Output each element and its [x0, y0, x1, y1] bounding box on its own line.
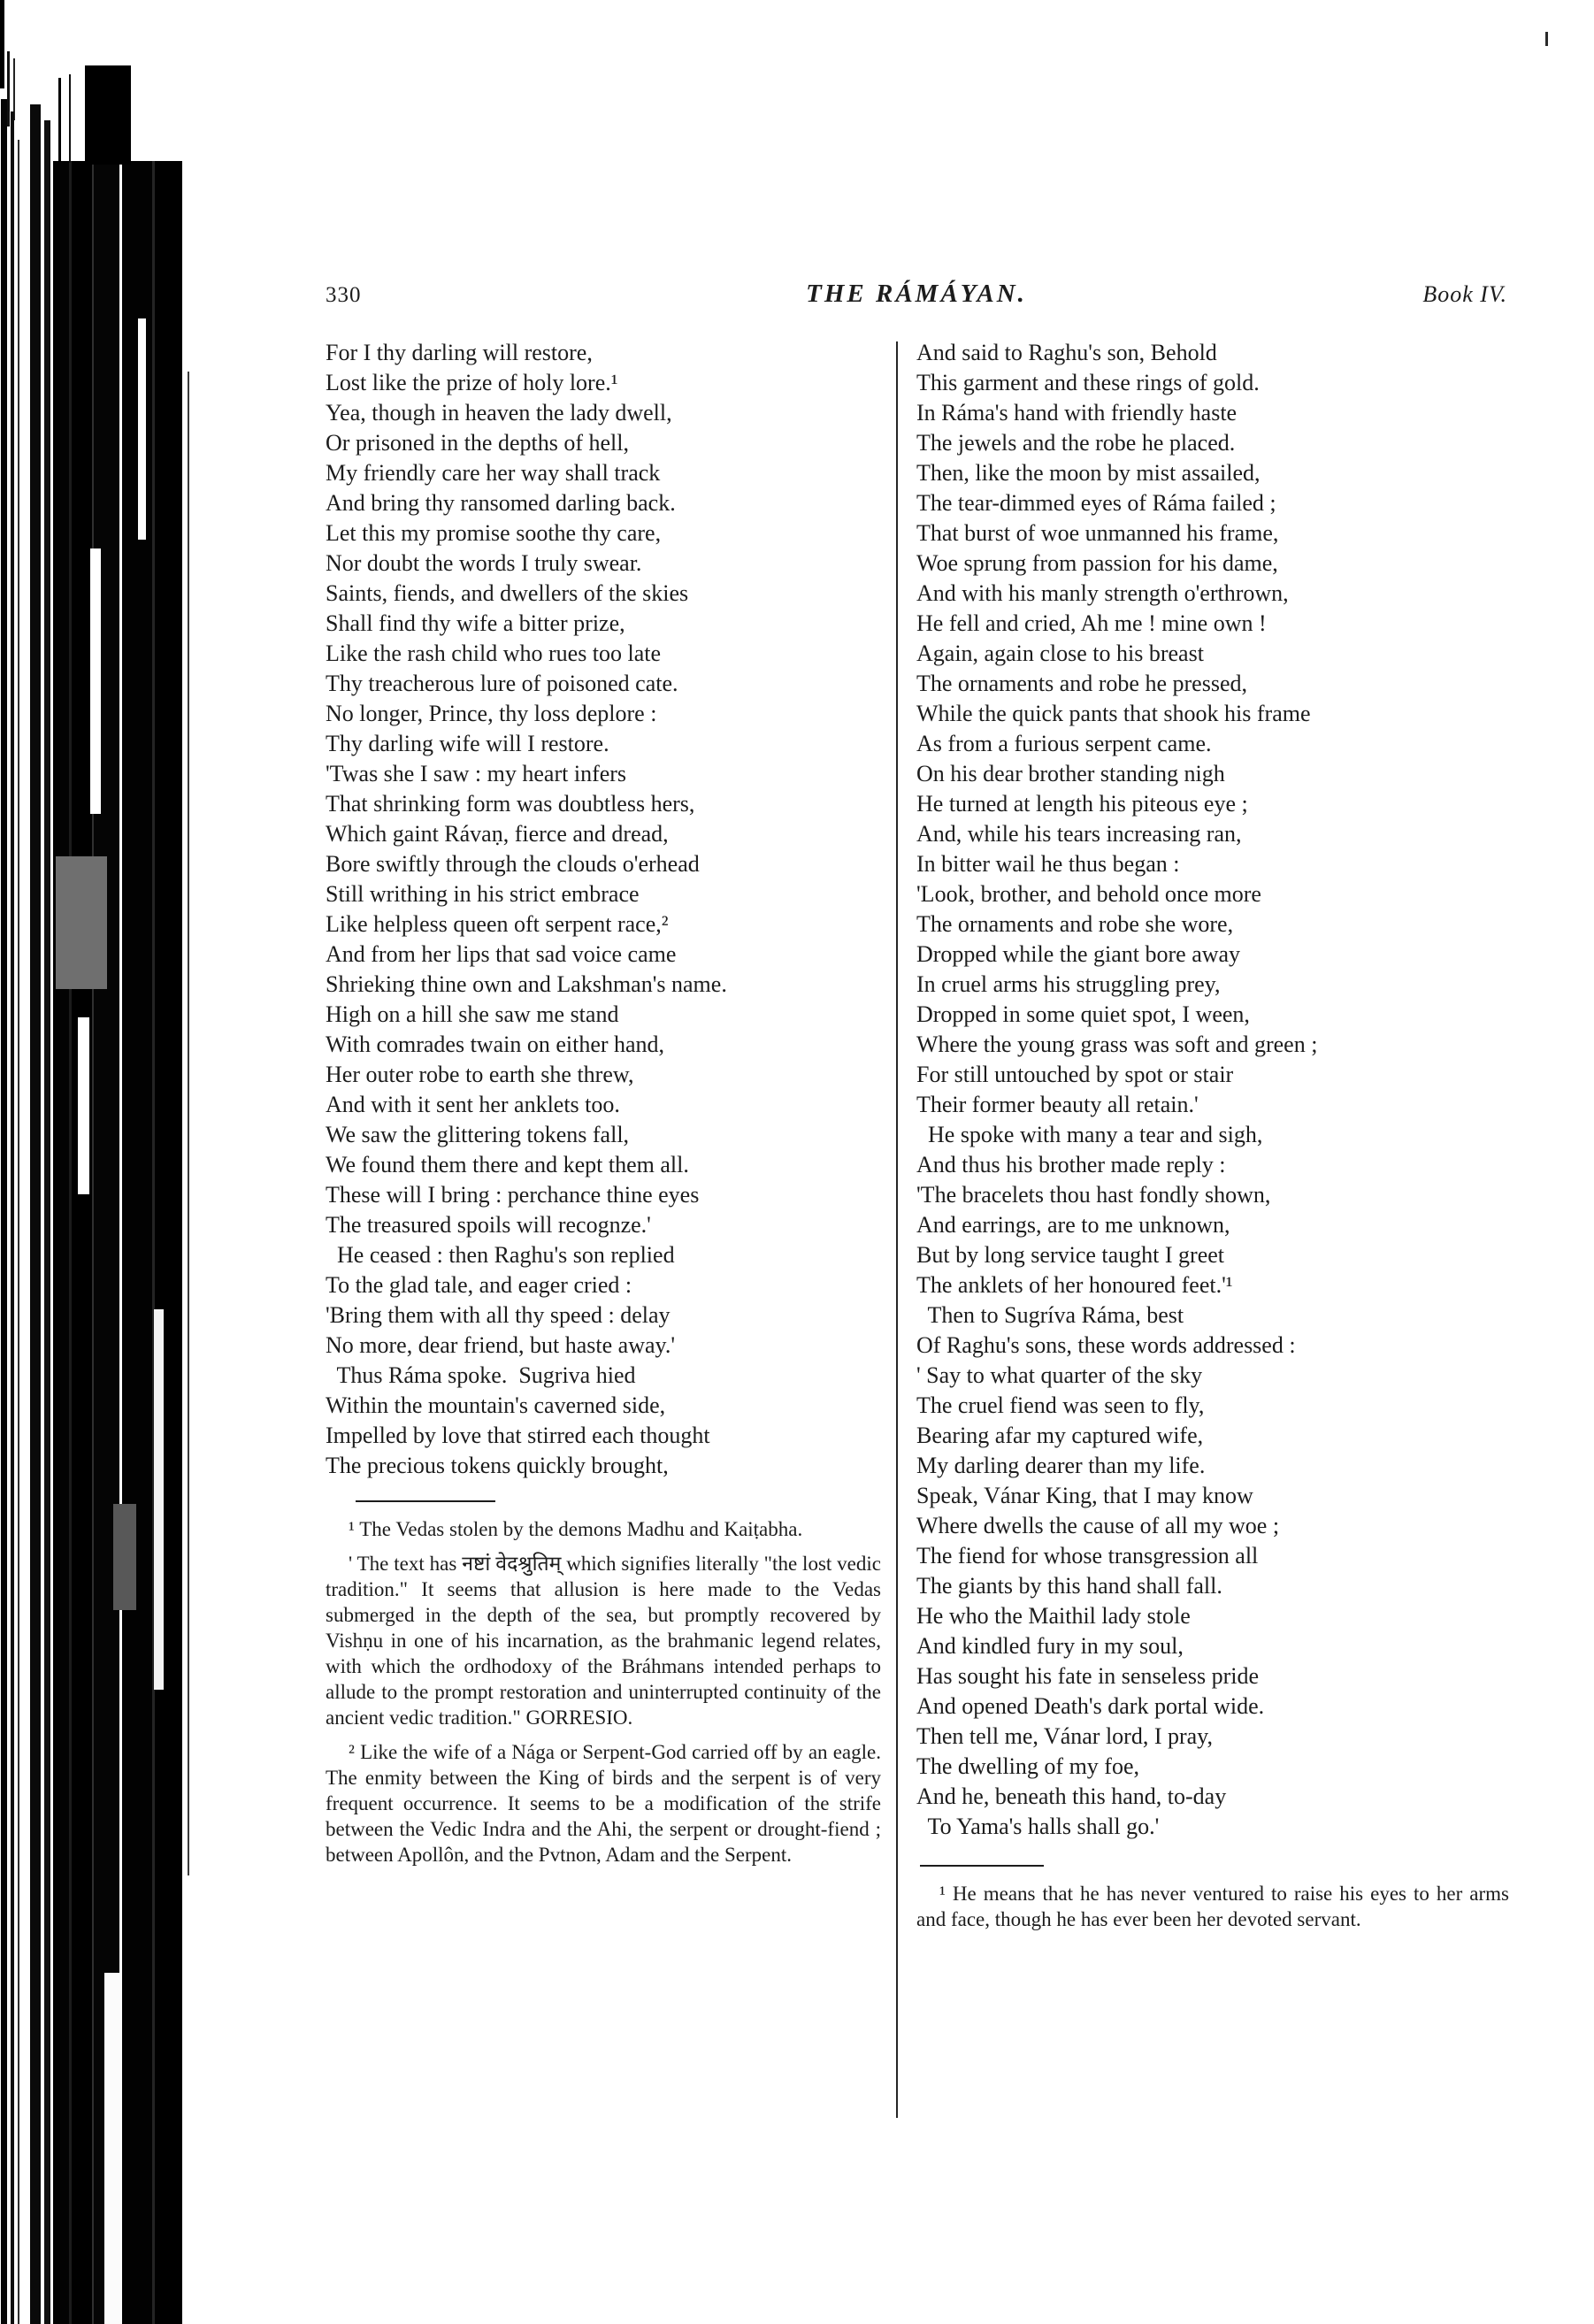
verse-line: Her outer robe to earth she threw,	[326, 1062, 634, 1087]
verse-line: Their former beauty all retain.'	[916, 1092, 1199, 1117]
verse-line: But by long service taught I greet	[916, 1242, 1225, 1268]
verse-line: Still writhing in his strict embrace	[326, 881, 640, 907]
verse-line: We found them there and kept them all.	[326, 1152, 689, 1177]
scan-streak	[7, 51, 10, 127]
verse-line: In cruel arms his struggling prey,	[916, 971, 1221, 997]
scan-corner-mark	[1545, 32, 1548, 46]
verse-line: And earrings, are to me unknown,	[916, 1212, 1230, 1238]
verse-line: The ornaments and robe she wore,	[916, 911, 1234, 937]
verse-line: Shall find thy wife a bitter prize,	[326, 610, 625, 636]
right-column	[916, 338, 1509, 1941]
scan-smudge	[56, 856, 107, 989]
footnote-paragraph: ¹ The Vedas stolen by the demons Madhu and Kaiṭabha.	[349, 1518, 803, 1540]
verse-line: Bearing afar my captured wife,	[916, 1423, 1204, 1448]
verse-line: Lost like the prize of holy lore.¹	[326, 370, 618, 395]
verse-line: The ornaments and robe he pressed,	[916, 671, 1247, 696]
scan-gap	[90, 548, 101, 814]
verse-line: Woe sprung from passion for his dame,	[916, 550, 1278, 576]
verse-line: Or prisoned in the depths of hell,	[326, 430, 629, 456]
scan-streak	[58, 78, 61, 162]
verse-line: The cruel fiend was seen to fly,	[916, 1392, 1205, 1418]
verse-line: In bitter wail he thus began :	[916, 851, 1180, 877]
verse-line: To the glad tale, and eager cried :	[326, 1272, 632, 1298]
scan-streak	[44, 120, 50, 2324]
verse-line: For still untouched by spot or stair	[916, 1062, 1234, 1087]
verse-line: High on a hill she saw me stand	[326, 1001, 619, 1027]
verse-line: Saints, fiends, and dwellers of the skies	[326, 580, 689, 606]
verse-line: And from her lips that sad voice came	[326, 941, 677, 967]
verse-line: Shrieking thine own and Lakshman's name.	[326, 971, 727, 997]
verse-right	[916, 338, 1509, 1842]
verse-line: That burst of woe unmanned his frame,	[916, 520, 1279, 546]
verse-line: The treasured spoils will recognze.'	[326, 1212, 651, 1238]
verse-line: No more, dear friend, but haste away.'	[326, 1332, 676, 1358]
footnotes-left	[326, 1516, 881, 1868]
verse-line: The anklets of her honoured feet.'¹	[916, 1272, 1233, 1298]
verse-line: The giants by this hand shall fall.	[916, 1573, 1222, 1599]
verse-line: The dwelling of my foe,	[916, 1753, 1139, 1779]
verse-left	[326, 338, 881, 1481]
verse-line: And opened Death's dark portal wide.	[916, 1693, 1265, 1719]
scan-gap	[138, 318, 146, 540]
footnotes-right	[916, 1881, 1509, 1932]
verse-line: Where the young grass was soft and green ;	[916, 1032, 1318, 1057]
verse-line: Yea, though in heaven the lady dwell,	[326, 400, 672, 426]
scan-streak	[11, 111, 14, 2324]
left-column	[326, 338, 881, 1876]
verse-line: He who the Maithil lady stole	[916, 1603, 1191, 1629]
verse-line: 'Twas she I saw : my heart infers	[326, 761, 627, 786]
verse-line: And said to Raghu's son, Behold	[916, 340, 1217, 365]
verse-line: The fiend for whose transgression all	[916, 1543, 1259, 1569]
scan-streak	[0, 0, 4, 88]
scan-streak	[85, 65, 131, 165]
verse-line: Thy darling wife will I restore.	[326, 731, 609, 756]
footnote-separator-left	[356, 1500, 495, 1502]
verse-line: Then to Sugríva Ráma, best	[916, 1302, 1184, 1328]
verse-line: Nor doubt the words I truly swear.	[326, 550, 642, 576]
verse-line: Dropped in some quiet spot, I ween,	[916, 1001, 1250, 1027]
verse-line: To Yama's halls shall go.'	[916, 1814, 1160, 1839]
verse-line: The tear-dimmed eyes of Ráma failed ;	[916, 490, 1276, 516]
verse-line: And bring thy ransomed darling back.	[326, 490, 676, 516]
book-label: Book IV.	[1422, 281, 1507, 307]
verse-line: The precious tokens quickly brought,	[326, 1453, 669, 1478]
verse-line: Then tell me, Vánar lord, I pray,	[916, 1723, 1213, 1749]
page-number: 330	[326, 283, 362, 307]
footnote-paragraph: ² Like the wife of a Nága or Serpent-God carried off by an eagle. The enmity between the King of birds and the serpent is of very frequent occurrence. It seems to be a modification of the strife between the Vedic Indra and the Ahi, the serpent or drought-fiend ; between Apollôn, and the Pvtnon, Adam and the Serpent.	[326, 1741, 881, 1866]
verse-line: He fell and cried, Ah me ! mine own !	[916, 610, 1267, 636]
verse-line: Which gaint Rávaṇ, fierce and dread,	[326, 821, 669, 847]
scan-streak	[30, 104, 41, 2324]
verse-line: And with it sent her anklets too.	[326, 1092, 620, 1117]
verse-line: Then, like the moon by mist assailed,	[916, 460, 1261, 486]
verse-line: While the quick pants that shook his frame	[916, 701, 1311, 726]
verse-line: He ceased : then Raghu's son replied	[326, 1242, 675, 1268]
verse-line: Impelled by love that stirred each thought	[326, 1423, 710, 1448]
verse-line: Thy treacherous lure of poisoned cate.	[326, 671, 678, 696]
verse-line: As from a furious serpent came.	[916, 731, 1212, 756]
verse-line: And with his manly strength o'erthrown,	[916, 580, 1289, 606]
verse-line: My friendly care her way shall track	[326, 460, 661, 486]
verse-line: My darling dearer than my life.	[916, 1453, 1206, 1478]
verse-line: Has sought his fate in senseless pride	[916, 1663, 1260, 1689]
verse-line: Dropped while the giant bore away	[916, 941, 1241, 967]
verse-line: With comrades twain on either hand,	[326, 1032, 665, 1057]
verse-line: Bore swiftly through the clouds o'erhead	[326, 851, 700, 877]
verse-line: These will I bring : perchance thine eyes	[326, 1182, 700, 1208]
page-header	[326, 280, 1507, 309]
verse-line: Speak, Vánar King, that I may know	[916, 1483, 1253, 1508]
verse-line: 'Bring them with all thy speed : delay	[326, 1302, 671, 1328]
verse-line: Like helpless queen oft serpent race,²	[326, 911, 669, 937]
verse-line: Thus Ráma spoke. Sugriva hied	[326, 1362, 636, 1388]
verse-line: And kindled fury in my soul,	[916, 1633, 1184, 1659]
verse-line: This garment and these rings of gold.	[916, 370, 1260, 395]
scan-streak	[18, 140, 19, 2324]
footnote-separator-right	[920, 1865, 1044, 1867]
footnote-paragraph: ' The text has नष्टां वेदश्रुतिम् which signifies literally "the lost vedic tradition." It seems that allusion is here made to the Vedas submerged in the depth of the sea, but promptly recovered by Vishṇu in one of his incarnation, as the brahmanic legend relates, with which the ordhodoxy of the Bráhmans intended perhaps to allude to the prompt restoration and uninterrupted continuity of the ancient vedic tradition." GORRESIO.	[326, 1553, 881, 1729]
verse-line: 'Look, brother, and behold once more	[916, 881, 1261, 907]
verse-line: Of Raghu's sons, these words addressed :	[916, 1332, 1296, 1358]
scan-streak	[1, 99, 7, 2324]
verse-line: 'The bracelets thou hast fondly shown,	[916, 1182, 1271, 1208]
verse-line: That shrinking form was doubtless hers,	[326, 791, 695, 817]
footnote-paragraph: ¹ He means that he has never ventured to raise his eyes to her arms and face, though he has ever been her devoted servant.	[916, 1883, 1509, 1930]
verse-line: No longer, Prince, thy loss deplore :	[326, 701, 657, 726]
scan-artifact-left	[0, 0, 217, 2324]
verse-line: And, while his tears increasing ran,	[916, 821, 1242, 847]
verse-line: He spoke with many a tear and sigh,	[916, 1122, 1263, 1147]
verse-line: ' Say to what quarter of the sky	[916, 1362, 1203, 1388]
verse-line: And he, beneath this hand, to-day	[916, 1783, 1227, 1809]
verse-line: On his dear brother standing nigh	[916, 761, 1225, 786]
scan-streak	[69, 74, 71, 163]
scan-smudge	[113, 1504, 136, 1610]
scan-gap	[154, 1309, 164, 1690]
verse-line: Again, again close to his breast	[916, 640, 1204, 666]
verse-line: And thus his brother made reply :	[916, 1152, 1226, 1177]
scan-gap	[104, 1973, 120, 2324]
verse-line: Within the mountain's caverned side,	[326, 1392, 666, 1418]
running-title: THE RÁMÁYAN.	[806, 280, 1027, 308]
verse-line: Like the rash child who rues too late	[326, 640, 662, 666]
verse-line: Where dwells the cause of all my woe ;	[916, 1513, 1280, 1538]
verse-line: Let this my promise soothe thy care,	[326, 520, 662, 546]
column-divider	[896, 341, 898, 2118]
verse-line: He turned at length his piteous eye ;	[916, 791, 1248, 817]
verse-line: In Ráma's hand with friendly haste	[916, 400, 1238, 426]
scan-hairline	[188, 372, 189, 1875]
scan-gap	[78, 1017, 89, 1194]
verse-line: The jewels and the robe he placed.	[916, 430, 1236, 456]
verse-line: For I thy darling will restore,	[326, 340, 593, 365]
verse-line: We saw the glittering tokens fall,	[326, 1122, 630, 1147]
